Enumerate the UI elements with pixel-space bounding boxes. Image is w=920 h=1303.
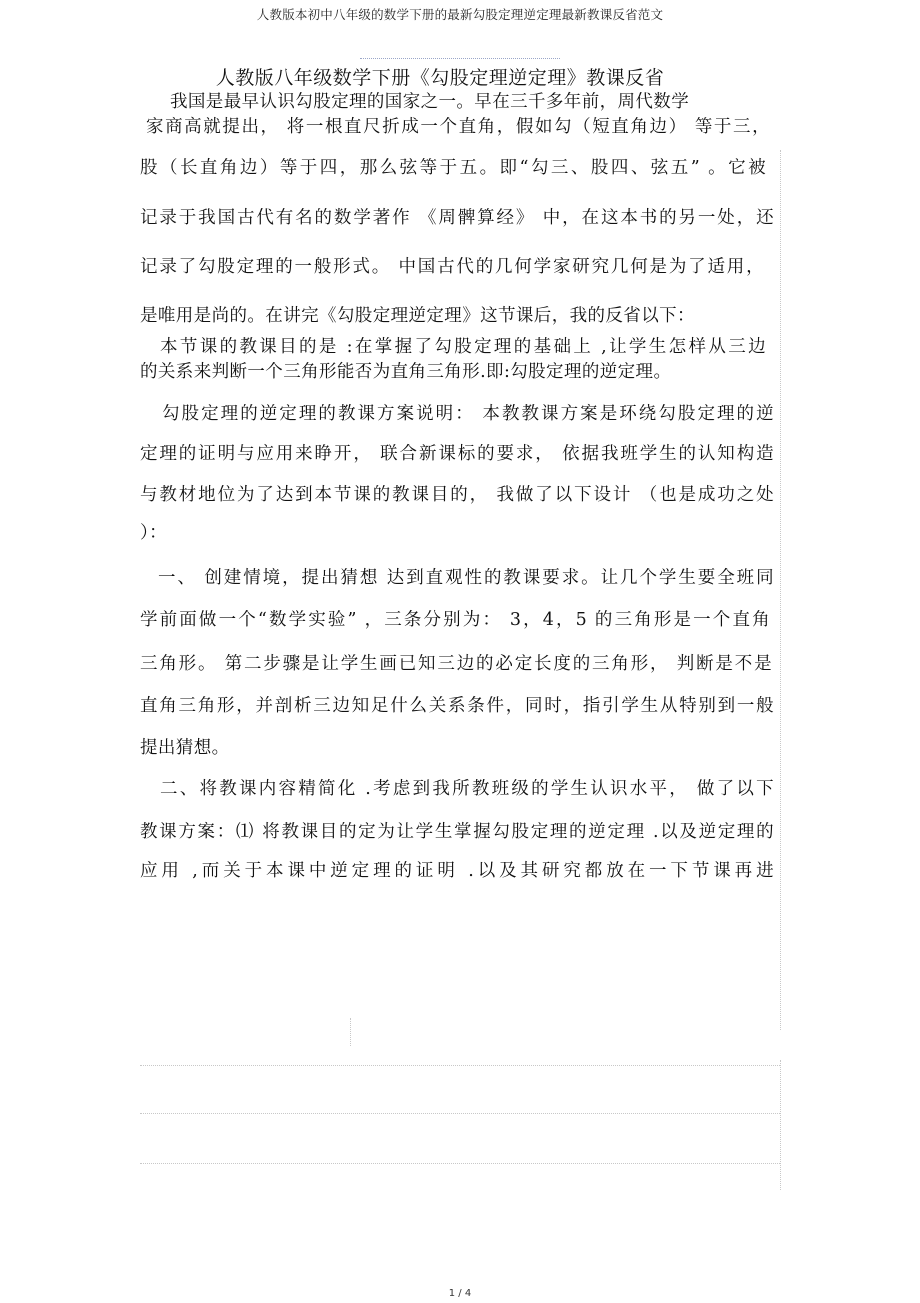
page-number: 1 / 4 (448, 1288, 472, 1299)
text-line: 我国是最早认识勾股定理的国家之一。早在三千多年前，周代数学 (170, 92, 690, 112)
text-line: 记录于我国古代有名的数学著作 《周髀算经》 中，在这本书的另一处，还 (140, 208, 774, 228)
text-line: 教课方案：⑴ 将教课目的定为让学生掌握勾股定理的逆定理 .以及逆定理的 (140, 822, 774, 842)
frame-line-right (780, 150, 781, 1030)
text-line: 记录了勾股定理的一般形式。 中国古代的几何学家研究几何是为了适用， (140, 257, 764, 277)
frame-line-horizontal (140, 1163, 780, 1164)
text-line: 应用 ,而关于本课中逆定理的证明 .以及其研究都放在一下节课再进 (140, 861, 774, 881)
text-line: 的关系来判断一个三角形能否为直角三角形.即:勾股定理的逆定理。 (140, 362, 672, 382)
running-header: 人教版本初中八年级的数学下册的最新勾股定理逆定理最新教课反省范文 (256, 7, 664, 22)
text-line: 三角形。 第二步骤是让学生画已知三边的必定长度的三角形， 判断是不是 (140, 654, 772, 674)
text-line: 提出猜想。 (140, 738, 230, 758)
text-line: 本节课的教课目的是 :在掌握了勾股定理的基础上 ,让学生怎样从三边 (160, 337, 766, 357)
frame-line-horizontal (140, 1113, 780, 1114)
text-line: 学前面做一个“数学实验” ，三条分别为： 3，4，5 的三角形是一个直角 (140, 610, 770, 630)
frame-line-right-lower (780, 1060, 781, 1190)
document-title: 人教版八年级数学下册《勾股定理逆定理》教课反省 (215, 67, 665, 89)
text-line: 二、将教课内容精简化 .考虑到我所教班级的学生认识水平， 做了以下 (160, 779, 774, 799)
frame-line-horizontal (140, 1065, 780, 1066)
text-line: 家商高就提出， 将一根直尺折成一个直角，假如勾（短直角边） 等于三， (146, 117, 770, 137)
text-line: ）： (140, 523, 168, 543)
text-line: 股（长直角边）等于四，那么弦等于五。即“勾三、股四、弦五” 。它被 (140, 158, 766, 178)
title-decoration-line (360, 58, 560, 59)
frame-line-mid (350, 1018, 351, 1046)
text-line: 与教材地位为了达到本节课的教课目的， 我做了以下设计 （也是成功之处 (140, 485, 774, 505)
text-line: 是唯用是尚的。在讲完《勾股定理逆定理》这节课后，我的反省以下： (140, 306, 695, 326)
text-line: 直角三角形，并剖析三边知足什么关系条件，同时，指引学生从特别到一般 (140, 696, 774, 716)
text-line: 勾股定理的逆定理的教课方案说明： 本教教课方案是环绕勾股定理的逆 (162, 404, 774, 424)
text-line: 定理的证明与应用来睁开， 联合新课标的要求， 依据我班学生的认知构造 (140, 444, 774, 464)
text-line: 一、 创建情境，提出猜想 达到直观性的教课要求。让几个学生要全班同 (158, 568, 774, 588)
